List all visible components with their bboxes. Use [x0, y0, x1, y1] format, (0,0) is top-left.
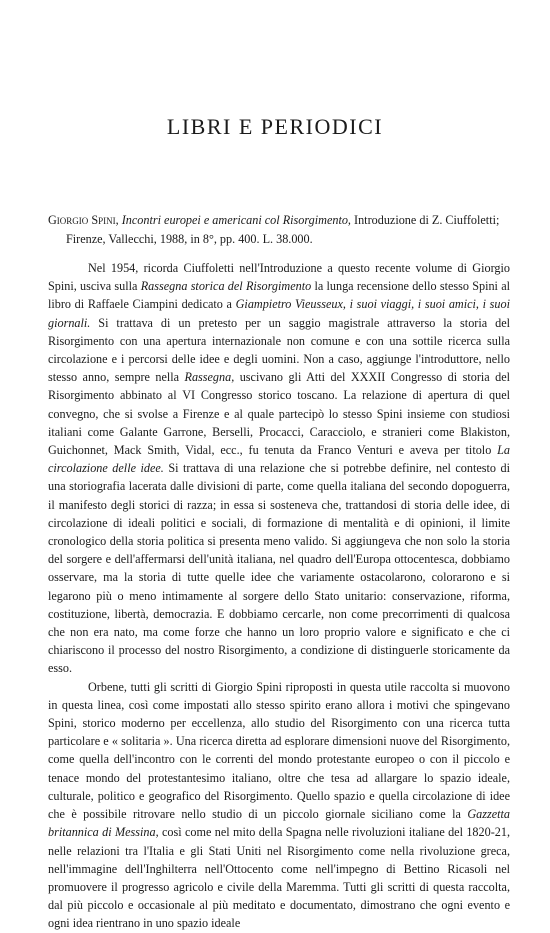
section-title: LIBRI E PERIODICI: [166, 114, 384, 139]
p2-italic-1: Gazzetta britannica di Messina,: [48, 807, 510, 840]
paragraph-2: [48, 678, 510, 933]
citation-publication-details: Firenze, Vallecchi, 1988, in 8°, pp. 400. L. 38.000.: [66, 232, 313, 246]
p1-text-5: Si trattava di una relazione che si potrebbe definire, nel contesto di una storiografia lacerata dalle divisioni di parte, come quella italiana del secondo dopoguerra, il manifesto degli storici di razza; in essa si sosteneva che, trattandosi di storia delle idee, di circolazione di ideali politici e sociali, di formazione di mentalità e di opinioni, il limite cronologico della storia politica si presenta meno valido. Si aggiungeva che non solo la storia del sorgere e dell'affermarsi dell'unità italiana, nel quadro dell'Europa ottocentesca, dobbiamo osservare, ma la storia di tutte quelle idee che variamente ostacolarono, colorarono e si legarono più o meno intimamente al sorgere dello Stato unitario: conservazione, riforma, costituzione, libertà, democrazia. E dobbiamo cercarle, non come precorrimenti di qualcosa che non era nato, ma come forze che hanno un loro proprio valore e significato e che ci chiariscono il processo del nostro Risorgimento, a condizione di distinguerle storicamente da esso.: [48, 461, 510, 676]
citation-introduction: Introduzione di Z. Ciuffoletti;: [354, 213, 500, 227]
p2-text-1: Orbene, tutti gli scritti di Giorgio Spini riproposti in questa utile raccolta si muovono in questa linea, così come impostati allo stesso spirito erano allora i motivi che spingevano Spini, storico moderno per eccellenza, allo studio del Risorgimento con una ricerca tutta particolare e « solitaria ». Una ricerca diretta ad esplorare dimensioni nuove del Risorgimento, come quella dell'incontro con le correnti del mondo protestante europeo o con il piccolo e tenace mondo del protestantesimo italiano, oltre che tesa ad allargare lo spazio ideale, culturale, politico e geografico del Risorgimento. Quello spazio e quella circolazione di idee che è possibile ritrovare nello studio di un piccolo giornale siciliano come la: [48, 679, 510, 822]
p1-text-4: uscivano gli Atti del XXXII Congresso di storia del Risorgimento abbinato al VI Congresso storico toscano. La relazione di apertura di quel convegno, che si svolse a Firenze e al quale partecipò lo stesso Spini insieme con studiosi italiani come Galante Garrone, Berselli, Procacci, Caracciolo, e stranieri come Blakiston, Guichonnet, Mack Smith, Vidal, ecc., fu tenuta da Franco Venturi e aveva per titolo: [48, 370, 511, 458]
p1-text-3: Si trattava di un pretesto per un saggio magistrale attraverso la storia del Risorgimento con una apertura internazionale non comune e con una sottile ricerca sulla circolazione e i percorsi delle idee e degli uomini. Non a caso, aggiunge l'introduttore, nello stesso anno, sempre nella: [48, 315, 510, 385]
p1-text-1: Nel 1954, ricorda Ciuffoletti nell'Introduzione a questo recente volume di Giorgio Spini, usciva sulla: [48, 261, 510, 294]
p1-italic-3: Rassegna,: [184, 370, 235, 385]
review-body: [48, 259, 510, 933]
p1-italic-1: Rassegna storica del Risorgimento: [140, 279, 312, 294]
p2-text-2: così come nel mito della Spagna nelle rivoluzioni italiane del 1820-21, nelle relazioni tra l'Italia e gli Stati Uniti nel Risorgimento come nella rivoluzione greca, nell'immagine dell'Inghilterra nell'Ottocento come nell'impegno di Bettino Ricasoli nel promuovere il progresso agricolo e civile della Maremma. Tutti gli scritti di questa raccolta, dal più piccolo e occasionale al più meditato e documentato, dimostrano che ogni evento e ogni idea rientrano in uno spazio ideale: [48, 825, 510, 931]
citation-book-title: Incontri europei e americani col Risorgimento,: [121, 213, 351, 227]
book-citation: [48, 211, 506, 249]
p1-italic-4: La circolazione delle idee.: [48, 443, 510, 476]
p1-italic-2: Giampietro Vieusseux, i suoi viaggi, i suoi amici, i suoi giornali.: [48, 297, 511, 330]
paragraph-1: [48, 259, 510, 678]
p1-text-2: la lunga recensione dello stesso Spini al libro di Raffaele Ciampini dedicato a: [48, 279, 510, 312]
citation-author: Giorgio Spini,: [48, 213, 119, 227]
